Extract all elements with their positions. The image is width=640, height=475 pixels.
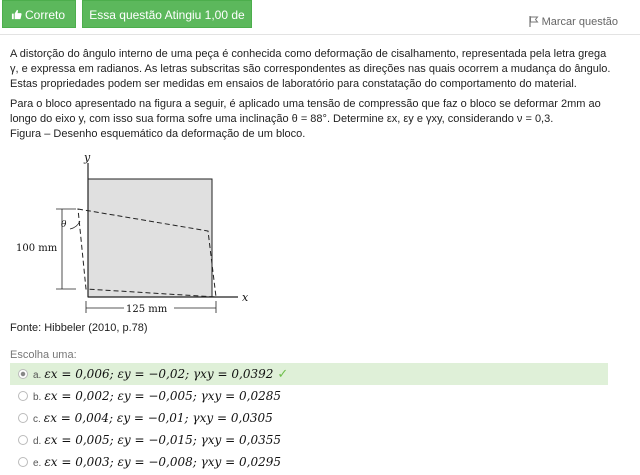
option-d-math: εx = 0,005; εy = −0,015; γxy = 0,0355 bbox=[44, 433, 282, 447]
check-icon: ✓ bbox=[277, 366, 289, 381]
question-header bbox=[0, 0, 640, 50]
correct-badge bbox=[2, 0, 76, 28]
radio-b[interactable] bbox=[18, 391, 28, 401]
flag-question-link[interactable] bbox=[529, 16, 618, 28]
choose-label: Escolha uma: bbox=[10, 349, 77, 361]
thumbs-up-icon bbox=[11, 9, 22, 20]
height-label: 100 mm bbox=[16, 243, 58, 254]
flag-icon bbox=[529, 16, 539, 27]
angle-label: θ bbox=[61, 220, 67, 230]
option-c-math: εx = 0,004; εy = −0,01; γxy = 0,0305 bbox=[43, 411, 273, 425]
option-b-math: εx = 0,002; εy = −0,005; γxy = 0,0285 bbox=[44, 389, 282, 403]
block-deformation-figure bbox=[10, 151, 260, 317]
radio-a[interactable] bbox=[18, 369, 28, 379]
radio-d[interactable] bbox=[18, 435, 28, 445]
option-e[interactable] bbox=[10, 451, 608, 473]
original-block bbox=[88, 179, 212, 297]
question-paragraph-1: A distorção do ângulo interno de uma peça é conhecida como deformação de cisalhamento, representada pela letra grega γ, e expressa em radianos. As letras subscritas são correspondentes as direções nas quais ocorrem a mudança do ângulo. Estas propriedades podem ser medidas em ensaios de laboratório para constatação do comportamento do material. bbox=[10, 48, 611, 90]
option-d[interactable] bbox=[10, 429, 608, 451]
option-b-letter: b. bbox=[33, 392, 42, 403]
option-a[interactable] bbox=[10, 363, 608, 385]
question-paragraph-2: Para o bloco apresentado na figura a seguir, é aplicado uma tensão de compressão que faz o bloco se deformar 2mm ao longo do eixo y, com isso sua forma sofre uma inclinação θ = 88°. Determine εx, εy e γxy, considerando ν = 0,3. bbox=[10, 98, 601, 125]
option-a-letter: a. bbox=[33, 370, 42, 381]
grade-badge: Essa questão Atingiu 1,00 de 1,00 bbox=[82, 0, 252, 28]
angle-arc bbox=[70, 221, 80, 229]
width-label: 125 mm bbox=[126, 304, 168, 315]
figure-caption: Figura – Desenho esquemático da deformação de um bloco. bbox=[10, 128, 306, 140]
question-content bbox=[0, 34, 640, 470]
radio-e[interactable] bbox=[18, 457, 28, 467]
option-c[interactable] bbox=[10, 407, 608, 429]
flag-question-label: Marcar questão bbox=[541, 16, 618, 28]
figure-source: Fonte: Hibbeler (2010, p.78) bbox=[10, 322, 148, 334]
option-a-math: εx = 0,006; εy = −0,02; γxy = 0,0392 bbox=[44, 367, 274, 381]
option-b[interactable] bbox=[10, 385, 608, 407]
option-d-letter: d. bbox=[33, 436, 42, 447]
y-axis-label: y bbox=[84, 151, 91, 164]
option-c-letter: c. bbox=[33, 414, 41, 425]
option-e-math: εx = 0,003; εy = −0,008; γxy = 0,0295 bbox=[44, 455, 282, 469]
x-axis-label: x bbox=[242, 291, 249, 304]
correct-badge-label: Correto bbox=[25, 8, 66, 22]
radio-c[interactable] bbox=[18, 413, 28, 423]
option-e-letter: e. bbox=[33, 458, 42, 469]
